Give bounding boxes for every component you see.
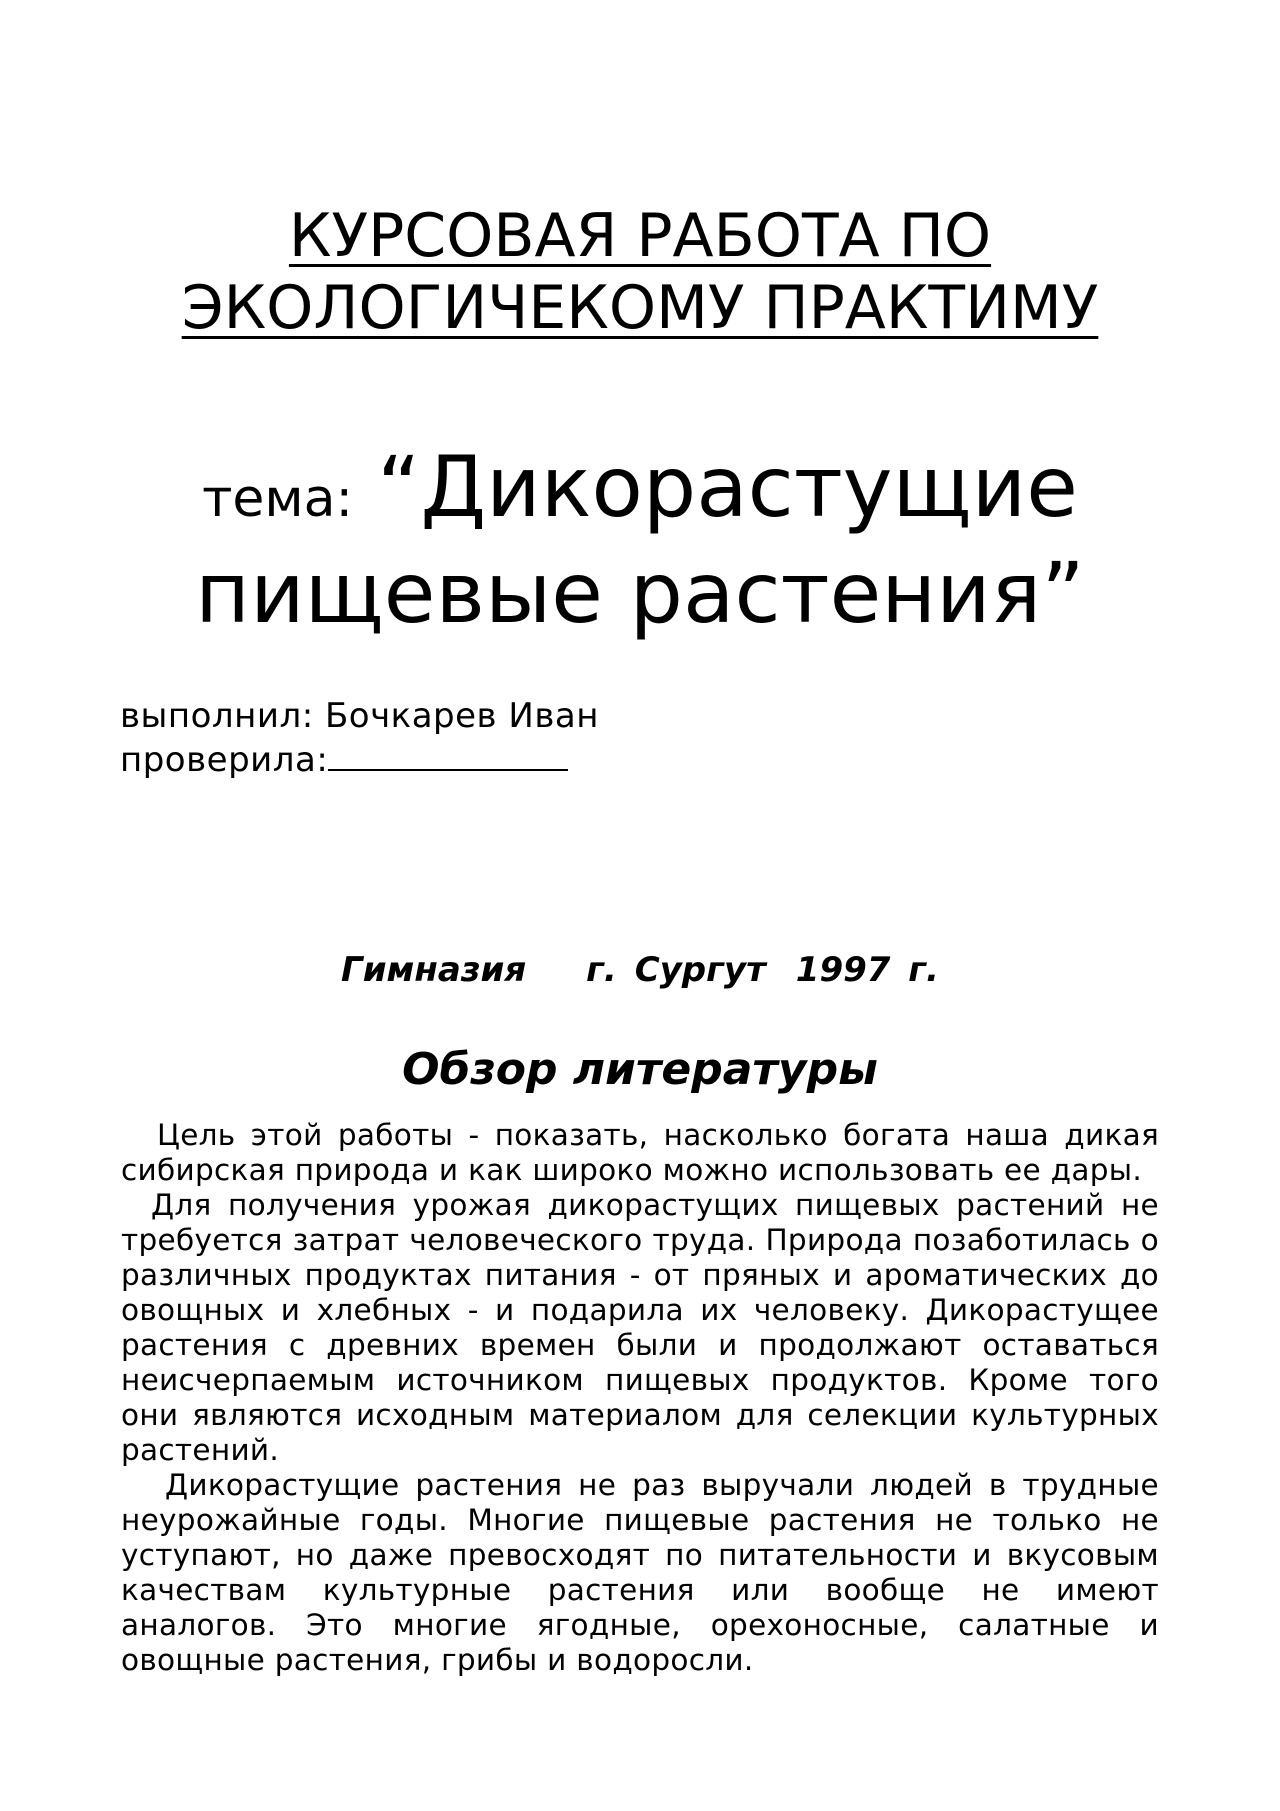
signature-blank-line — [328, 739, 568, 771]
performed-by: выполнил: Бочкарев Иван — [120, 696, 599, 736]
course-title — [0, 200, 1280, 344]
city-name: г. Сургут — [586, 950, 766, 990]
paragraph: Дикорастущие растения не раз выручали людей в трудные неурожайные годы. Многие пищевые растения не только не уступают, но даже превосходят по питательности и вкусовым качествам культурные растения или вообще не имеют аналогов. Это многие ягодные, орехоносные, салатные и овощные растения, грибы и водоросли. — [121, 1468, 1159, 1677]
paragraph: Цель этой работы - показать, насколько богата наша дикая сибирская природа и как широко можно использовать ее дары. — [121, 1118, 1159, 1187]
checked-by-label: проверила: — [120, 740, 329, 780]
topic-line-1: “Дикорастущие — [377, 438, 1078, 536]
year: 1997 г. — [795, 950, 939, 990]
section-title: Обзор литературы — [402, 1044, 878, 1095]
course-title-line-2: ЭКОЛОГИЧЕКОМУ ПРАКТИМУ — [181, 273, 1099, 343]
credits-block — [120, 694, 599, 782]
topic-label: тема: — [202, 469, 354, 529]
topic-line-2: пищевые растения” — [195, 544, 1085, 642]
paragraph: Для получения урожая дикорастущих пищевых растений не требуется затрат человеческого труда. Природа позаботилась о различных продуктах питания - от пряных и ароматических до овощных и хлебных - и подарила их человеку. Дикорастущее растения с древних времен были и продолжают оставаться неисчерпаемым источником пищевых продуктов. Кроме того они являются исходным материалом для селекции культурных растений. — [121, 1188, 1159, 1467]
checked-by-row — [120, 738, 599, 782]
course-title-line-1: КУРСОВАЯ РАБОТА ПО — [288, 201, 992, 271]
topic-block — [0, 440, 1280, 640]
body-text — [121, 1118, 1159, 1678]
institution-line — [0, 950, 1280, 990]
institution-name: Гимназия — [341, 950, 527, 990]
